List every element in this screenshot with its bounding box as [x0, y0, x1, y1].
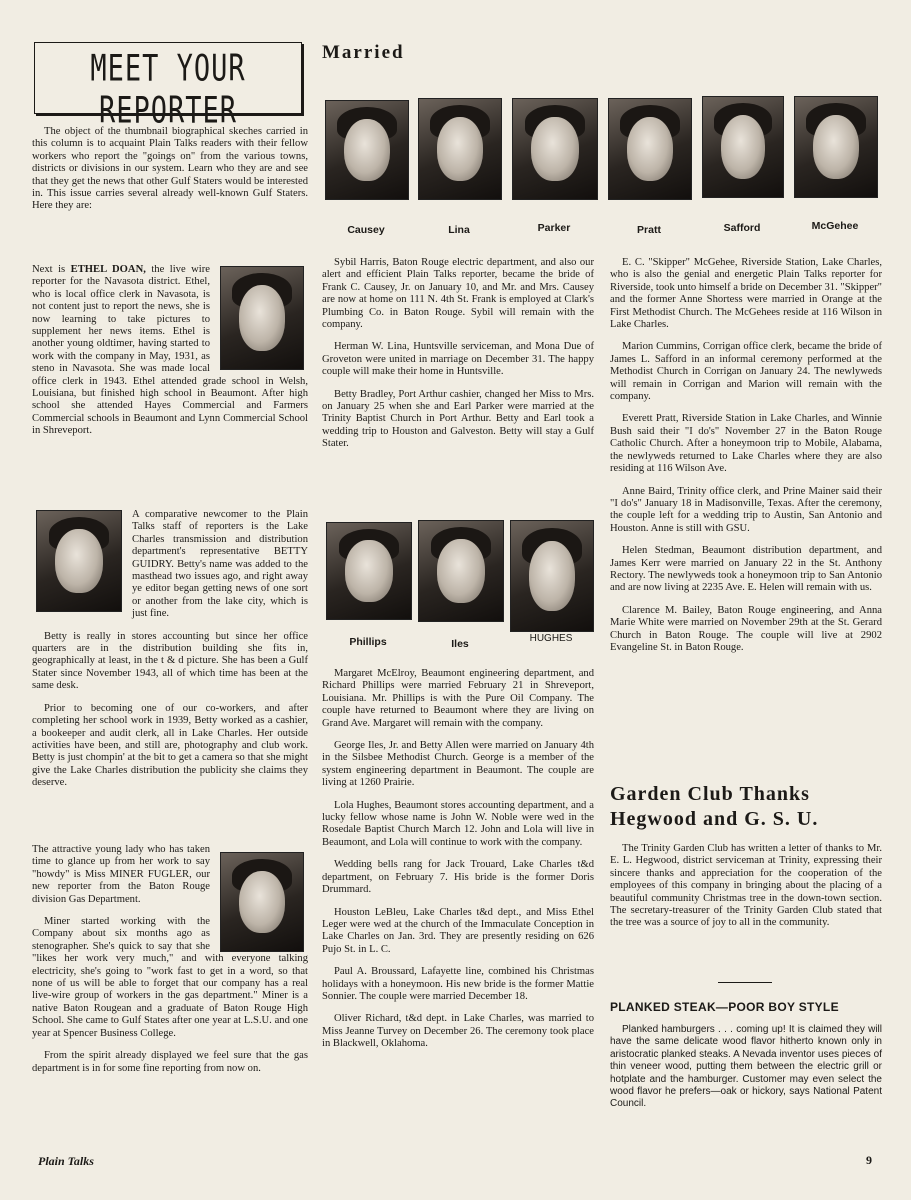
causey-photo: [325, 100, 409, 200]
married-item-mcgehee: E. C. "Skipper" McGehee, Riverside Station, Lake Charles, who is also the genial and energetic Plain Talks reporter for Riverside, took unto himself a bride on December 31. "Skipper" and the former Anne Shortess were married in Orange at the First Methodist Church. The McGehees reside at 116 Wilson in Lake Charles.: [610, 257, 882, 331]
married-col2-bottom: [322, 668, 594, 1061]
garden-club-body: The Trinity Garden Club has written a letter of thanks to Mr. E. L. Hegwood, district serviceman at Trinity, expressing their sincere thanks and appreciation for the cooperation of the employees of this company in bringing about the placing of a beautiful community Christmas tree in the down-town section. The secretary-treasurer of the Trinity Garden Club stated that the tree was a source of joy to all in the community.: [610, 843, 882, 929]
iles-photo: [418, 520, 504, 622]
lina-photo: [418, 98, 502, 200]
married-item-baird: Anne Baird, Trinity office clerk, and Prine Mainer said their "I do's" January 18 in Madisonville, Texas. After the ceremony, the couple left for a wedding trip to Austin, San Antonio and Houston. Anne is still with GSU.: [610, 485, 882, 534]
married-item-trouard: Wedding bells rang for Jack Trouard, Lake Charles t&d department, on February 7. His bride is the former Doris Drummard.: [322, 859, 594, 896]
meet-closing-paragraph: From the spirit already displayed we feel sure that the gas department is in for some fine reporting from now on.: [32, 1050, 308, 1074]
doan-section: [32, 264, 308, 448]
married-item-stedman: Helen Stedman, Beaumont distribution department, and James Kerr were married on January 22 in the St. Anthony Rectory. The newlyweds took a honeymoon trip to San Antonio and are now living at 2235 Ave. E. Helen will remain with us.: [610, 545, 882, 594]
page-number: 9: [866, 1153, 872, 1167]
married-item-pratt: Everett Pratt, Riverside Station in Lake Charles, and Winnie Bush said their "I do's" November 27 in the Baton Rouge Catholic Church. After a honeymoon trip to Mobile, Alabama, the newlyweds returned to Lake Charles where they are also residing at 116 Wilson Ave.: [610, 413, 882, 475]
married-item-iles: George Iles, Jr. and Betty Allen were married on January 4th in the Silsbee Methodist Church. George is a member of the system engineering department in Beaumont. The couple are living at 1260 Prairie.: [322, 740, 594, 789]
meet-your-reporter-title: MEET YOUR REPORTER: [90, 48, 246, 132]
caption-phillips: Phillips: [349, 636, 387, 648]
married-col2-top: [322, 257, 594, 461]
planked-steak-body: Planked hamburgers . . . coming up! It is claimed they will have the same delicate wood flavor hitherto known only in aristocratic planked steaks. A Nevada inventor uses pieces of thin veneer wood, putting them between the electric grill or hotplate and the hamburger. Customer may even select the wood flavor he prefers—oak or hickory, says National Patent Council.: [610, 1024, 882, 1110]
caption-hughes: HUGHES: [529, 633, 573, 644]
married-item-causey: Sybil Harris, Baton Rouge electric department, and also our alert and efficient Plain Talks reporter, became the bride of Frank C. Causey, Jr. on January 10, and Mr. and Mrs. Causey are now at home on 111 N. 4th St. Frank is employed at Clark's Plumbing Co. in Baton Rouge. Sybil will remain with the company.: [322, 257, 594, 331]
married-item-lebleu: Houston LeBleu, Lake Charles t&d dept., and Miss Ethel Leger were wed at the church of the Immaculate Conception in Lake Charles on Jan. 3rd. They are presently residing on 626 Pujo St. in L. C.: [322, 906, 594, 955]
garden-club-headline: Garden Club Thanks Hegwood and G. S. U.: [610, 783, 819, 830]
safford-photo: [702, 96, 784, 198]
ethel-doan-name: ETHEL DOAN,: [70, 264, 146, 275]
caption-iles: Iles: [451, 638, 469, 650]
parker-photo: [512, 98, 598, 200]
married-item-parker: Betty Bradley, Port Arthur cashier, changed her Miss to Mrs. on January 25 when she and Earl Parker were married at the Trinity Baptist Church in Port Arthur. Betty and Earl took a wedding trip to Houston and Galveston. Betty will stay a Gulf Stater.: [322, 388, 594, 450]
doan-paragraph: Next is ETHEL DOAN, the live wire reporter for the Navasota district. Ethel, who is local office clerk in Navasota, is not content just to report the news, she is now learning to take pictures to supplement her news items. Ethel is another young oldtimer, having started to work with the company in May, 1931, as steno in Navasota. She was made local office clerk in 1943. Ethel attended grade school in Welsh, Louisiana, but finished high school in Beaumont. After high school she attended Hayes Commercial and Farmers Commercial schools in Beaumont and Lynn Commercial School in Shreveport.: [32, 264, 308, 437]
married-item-richard: Oliver Richard, t&d dept. in Lake Charles, was married to Miss Jeanne Turvey on December 26. The ceremony took place in Blackwell, Oklahoma.: [322, 1013, 594, 1050]
married-item-safford: Marion Cummins, Corrigan office clerk, became the bride of James L. Safford in an informal ceremony performed at the Methodist Church in Corrigan on January 24. The newlyweds will remain in Corrigan and Marion will remain with the company.: [610, 341, 882, 403]
guidry-paragraph-2: Betty is really in stores accounting but since her office quarters are in the distribution building she fits in, geographically at least, in the t & d picture. She has been a Gulf Stater since November 1943, all of which time has been at the same desk.: [32, 630, 308, 692]
caption-parker: Parker: [537, 222, 571, 234]
married-item-lina: Herman W. Lina, Huntsville serviceman, and Mona Due of Groveton were united in marriage on December 31. The happy couple will make their home in Huntsville.: [322, 341, 594, 378]
meet-your-reporter-heading-box: [34, 42, 302, 132]
garden-club-article: [610, 843, 882, 940]
caption-lina: Lina: [448, 224, 470, 236]
caption-pratt: Pratt: [637, 224, 661, 236]
publication-name: Plain Talks: [38, 1154, 94, 1168]
married-item-phillips: Margaret McElroy, Beaumont engineering department, and Richard Phillips were married February 21 in Shreveport, Louisiana. Mr. Phillips is with the Pure Oil Company. The couple have returned to Beaumont where they are living on Grand Ave. Margaret will remain with the company.: [322, 668, 594, 729]
planked-steak-headline: PLANKED STEAK—POOR BOY STYLE: [610, 1000, 839, 1014]
planked-steak-article: [610, 1024, 882, 1121]
married-item-bailey: Clarence M. Bailey, Baton Rouge engineering, and Anna Marie White were married on November 29th at the St. Gerard Church in Baton Rouge. The couple will live at 2902 Evangeline St. in Baton Rouge.: [610, 604, 882, 653]
caption-safford: Safford: [723, 222, 761, 234]
fugler-paragraph-2: Miner started working with the Company about six months ago as stenographer. She's quick to say that she "likes her work very much," and with everyone talking electricity, she's going to "work fast to get in a word, so that none of us will be able to forget that our company has a real live-wire group of workers in the gas department." Miner is a native Baton Rougean and a graduate of Baton Rouge High School. She came to Gulf States after one year at L.S.U. and one year at Spencer Business College.: [32, 916, 308, 1039]
caption-causey: Causey: [347, 224, 385, 236]
married-item-broussard: Paul A. Broussard, Lafayette line, combined his Christmas holidays with a honeymoon. His new bride is the former Mattie Sonnier. The couple were married December 18.: [322, 966, 594, 1002]
fugler-section: [32, 844, 308, 1085]
caption-mcgehee: McGehee: [811, 220, 859, 232]
mcgehee-photo: [794, 96, 878, 198]
married-item-hughes: Lola Hughes, Beaumont stores accounting department, and a lucky fellow whose name is John W. Noble were wed in the Rosedale Baptist Church March 12. John and Lola will live in Beaumont, and Lola will continue to work with the company.: [322, 799, 594, 848]
married-heading: Married: [322, 42, 405, 63]
hughes-photo: [510, 520, 594, 632]
fugler-paragraph-1: The attractive young lady who has taken time to glance up from her work to say "howdy" is Miss MINER FUGLER, our new reporter from the Baton Rouge division Gas Department.: [32, 844, 210, 905]
married-col3: [610, 257, 882, 664]
guidry-paragraph-3: Prior to becoming one of our co-workers, and after completing her school work in 1939, Betty worked as a cashier, a bookeeper and audit clerk, all in Lake Charles. Her outside activities have been, and still are, photography and club work. Betty is just chompin' at the bit to get a camera so that she might give the Lake Charles distribution the publicity she claims they deserve.: [32, 702, 308, 789]
pratt-photo: [608, 98, 692, 200]
meet-intro-block: [32, 126, 308, 223]
guidry-paragraph-1: A comparative newcomer to the Plain Talks staff of reporters is the Lake Charles transmission and distribution department's representative BETTY GUIDRY. Betty's name was added to the masthead two issues ago, and right away ye editor began getting news of one sort or another from the lake city, which is just fine.: [132, 509, 308, 620]
section-divider: [718, 982, 772, 983]
phillips-photo: [326, 522, 412, 620]
meet-intro-paragraph: The object of the thumbnail biographical skeches carried in this column is to acquaint Plain Talks readers with their fellow workers who report the "goings on" from the various towns, districts or divisions in our system. Learn who they are and see that they get the news that other Gulf Staters would be interested in. This issue carries several already well-known Gulf Staters. Here they are:: [32, 126, 308, 212]
guidry-section: [32, 509, 308, 800]
